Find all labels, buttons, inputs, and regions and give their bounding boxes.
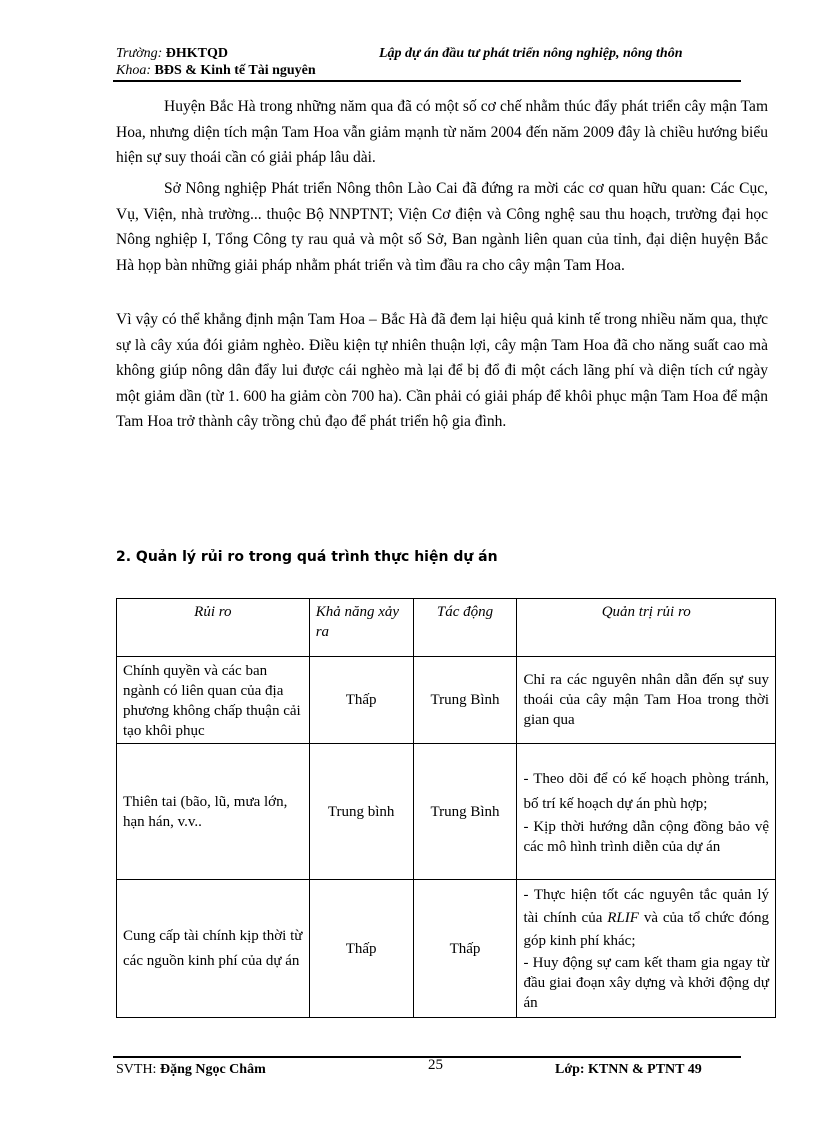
likelihood-cell: Trung bình: [309, 744, 413, 880]
header-management: Quản trị rủi ro: [517, 599, 776, 657]
paragraph-2: Sở Nông nghiệp Phát triển Nông thôn Lào Cai đã đứng ra mời các cơ quan hữu quan: Các Cục, Vụ, Viện, nhà trường... thuộc Bộ NNPTNT; Viện Cơ điện và Công nghệ sau thu hoạch, trường đại học Nông nghiệp I, Tổng Công ty rau quả và một số Sở, Ban ngành liên quan của tỉnh, đại diện huyện Bắc Hà họp bàn những giải pháp nhằm phát triển và tìm đầu ra cho cây mận Tam Hoa.: [116, 180, 768, 274]
footer-student-name: Đặng Ngọc Châm: [159, 1062, 266, 1077]
paragraph-3: Vì vậy có thể khẳng định mận Tam Hoa – Bắc Hà đã đem lại hiệu quả kinh tế trong nhiều năm qua, thực sự là cây xúa đói giảm nghèo. Điều kiện tự nhiên thuận lợi, cây mận Tam Hoa đã cho năng suất cao mà không giúp nông dân đẩy lui được cái nghèo mà lại để bị đổ đi một cách lãng phí và diện tích cứ ngày một giảm dần (từ 1. 600 ha giảm còn 700 ha). Cần phải có giải pháp để khôi phục mận Tam Hoa để mận Tam Hoa trở thành cây trồng chủ đạo để phát triển hộ gia đình.: [116, 311, 768, 430]
table-row: [117, 744, 776, 880]
paragraph-1: Huyện Bắc Hà trong những năm qua đã có một số cơ chế nhằm thúc đẩy phát triển cây mận Tam Hoa, nhưng diện tích mận Tam Hoa vẫn giảm mạnh từ năm 2004 đến năm 2009 đây là chiều hướng biểu hiện sự suy thoái cần có giải pháp lâu dài.: [116, 98, 768, 166]
table-row: [117, 657, 776, 744]
management-cell: [517, 744, 776, 880]
impact-cell: Trung Bình: [413, 744, 517, 880]
table-row: [117, 880, 776, 1018]
header-faculty-label: Khoa:: [116, 63, 151, 78]
risk-table: [116, 598, 776, 1018]
header-school-label: Trường:: [116, 46, 163, 61]
footer-student-label: SVTH:: [116, 1062, 157, 1077]
header-faculty: [116, 63, 316, 79]
impact-cell: Thấp: [413, 880, 517, 1018]
management-bullet: - Kịp thời hướng dẫn cộng đồng bảo vệ các mô hình trình diễn của dự án: [523, 818, 769, 855]
header-risk: Rủi ro: [117, 599, 310, 657]
header-school: [116, 46, 228, 62]
header-title: Lập dự án đầu tư phát triển nông nghiệp, nông thôn: [379, 46, 683, 61]
footer-class: [555, 1062, 702, 1078]
section-heading: 2. Quản lý rủi ro trong quá trình thực hiện dự án: [116, 549, 498, 565]
management-bullet: [523, 884, 769, 953]
risk-cell: Chính quyền và các ban ngành có liên quan của địa phương không chấp thuận cải tạo khôi phục: [117, 657, 310, 744]
management-cell: [517, 880, 776, 1018]
likelihood-cell: Thấp: [309, 657, 413, 744]
management-text: và của tổ chức đóng góp kinh phí khác;: [523, 910, 769, 949]
footer-divider: [113, 1056, 741, 1058]
management-emphasis: RLIF: [607, 910, 639, 926]
footer-class-label: Lớp:: [555, 1062, 585, 1077]
likelihood-cell: Thấp: [309, 880, 413, 1018]
management-cell: Chỉ ra các nguyên nhân dẫn đến sự suy thoái của cây mận Tam Hoa trong thời gian qua: [517, 657, 776, 744]
table-header-row: [117, 599, 776, 657]
management-bullet: - Theo dõi để có kế hoạch phòng tránh, bố trí kế hoạch dự án phù hợp;: [523, 770, 769, 812]
header-faculty-value: BĐS & Kinh tế Tài nguyên: [154, 63, 316, 78]
risk-cell: Thiên tai (bão, lũ, mưa lớn, hạn hán, v.v..: [117, 744, 310, 880]
header-school-value: ĐHKTQD: [165, 46, 228, 61]
impact-cell: Trung Bình: [413, 657, 517, 744]
page-number: 25: [428, 1057, 443, 1073]
footer-class-value: KTNN & PTNT 49: [588, 1062, 702, 1077]
risk-cell: Cung cấp tài chính kịp thời từ các nguồn kinh phí của dự án: [117, 880, 310, 1018]
header-likelihood: Khả năng xảy ra: [309, 599, 413, 657]
management-bullet: - Huy động sự cam kết tham gia ngay từ đầu giai đoạn xây dựng và khởi động dự án: [523, 955, 769, 1011]
header-divider: [113, 80, 741, 82]
management-text: - Thực hiện tốt các nguyên tắc quản lý tài chính của: [523, 887, 769, 926]
header-impact: Tác động: [413, 599, 517, 657]
footer-student: [116, 1062, 266, 1078]
